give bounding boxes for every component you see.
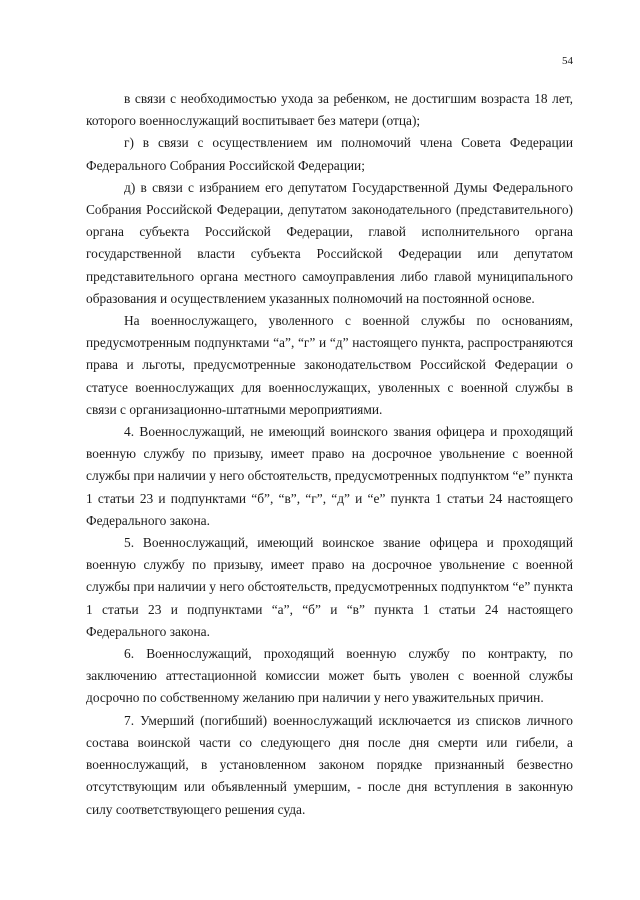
paragraph-item-5: 5. Военнослужащий, имеющий воинское звание офицера и проходящий военную службу по призыву, имеет право на досрочное увольнение с военной службы при наличии у него обстоятельств, предусмотренных подпунктом “е” пункта 1 статьи 23 и подпунктами “а”, “б” и “в” пункта 1 статьи 24 настоящего Федерального закона. bbox=[86, 535, 573, 639]
page-number: 54 bbox=[562, 55, 573, 67]
paragraph-item-4: 4. Военнослужащий, не имеющий воинского звания офицера и проходящий военную службу по призыву, имеет право на досрочное увольнение с военной службы при наличии у него обстоятельств, предусмотренных подпунктом “е” пункта 1 статьи 23 и подпунктами “б”, “в”, “г”, “д” и “е” пункта 1 статьи 24 настоящего Федерального закона. bbox=[86, 424, 573, 528]
paragraph-item-7: 7. Умерший (погибший) военнослужащий исключается из списков личного состава воинской части со следующего дня после дня смерти или гибели, а военнослужащий, в установленном законом порядке признанный безвестно отсутствующим или объявленный умершим, - после дня вступления в законную силу соответствующего решения суда. bbox=[86, 712, 573, 817]
paragraph-item-6: 6. Военнослужащий, проходящий военную службу по контракту, по заключению аттестационной комиссии может быть уволен с военной службы досрочно по собственному желанию при наличии у него уважительных причин. bbox=[86, 646, 573, 706]
paragraph-child-care: в связи с необходимостью ухода за ребенком, не достигшим возраста 18 лет, которого военнослужащий воспитывает без матери (отца); bbox=[86, 91, 573, 129]
document-body bbox=[86, 88, 573, 821]
paragraph-subitem-g: г) в связи с осуществлением им полномочий члена Совета Федерации Федерального Собрания Российской Федерации; bbox=[86, 135, 573, 173]
paragraph-subitem-d: д) в связи с избранием его депутатом Государственной Думы Федерального Собрания Российской Федерации, депутатом законодательного (представительного) органа субъекта Российской Федерации, главой исполнительного органа государственной власти субъекта Российской Федерации или депутатом представительного органа местного самоуправления либо главой муниципального образования и осуществлением указанных полномочий на постоянной основе. bbox=[86, 179, 573, 306]
paragraph-benefits: На военнослужащего, уволенного с военной службы по основаниям, предусмотренным подпунктами “а”, “г” и “д” настоящего пункта, распространяются права и льготы, предусмотренные законодательством Российской Федерации о статусе военнослужащих для военнослужащих, уволенных с военной службы в связи с организационно-штатными мероприятиями. bbox=[86, 313, 573, 417]
